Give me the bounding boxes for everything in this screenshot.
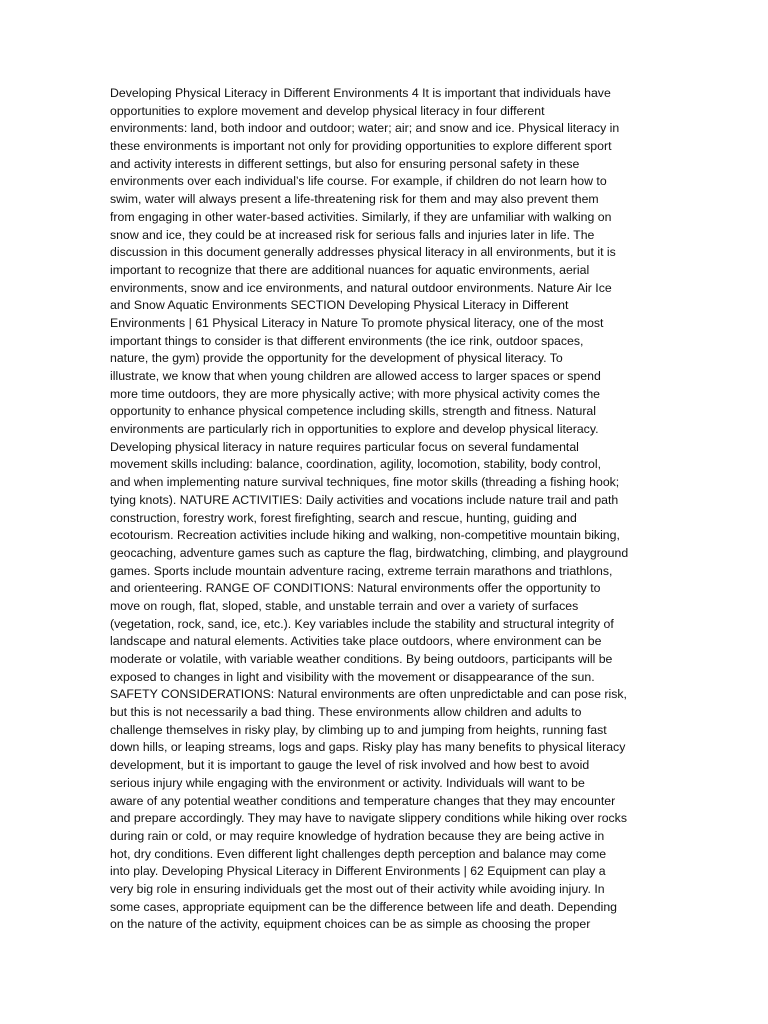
text-line: illustrate, we know that when young children are allowed access to larger spaces or spend: [110, 369, 601, 383]
text-line: important to recognize that there are additional nuances for aquatic environments, aerial: [110, 262, 590, 277]
text-line: down hills, or leaping streams, logs and gaps. Risky play has many benefits to physical literacy: [110, 740, 626, 755]
text-line: moderate or volatile, with variable weather conditions. By being outdoors, participants will be: [110, 652, 613, 666]
text-line: development, but it is important to gauge the level of risk involved and how best to avoid: [110, 758, 590, 773]
text-line: from engaging in other water-based activities. Similarly, if they are unfamiliar with walking on: [110, 209, 612, 224]
text-line: Developing physical literacy in nature requires particular focus on several fundamental: [110, 439, 579, 454]
text-line: exposed to changes in light and visibility with the movement or disappearance of the sun.: [110, 669, 595, 684]
text-line: opportunities to explore movement and develop physical literacy in four different: [110, 103, 545, 118]
text-line: ecotourism. Recreation activities include hiking and walking, non-competitive mountain biking,: [110, 528, 620, 543]
text-line: nature, the gym) provide the opportunity for the development of physical literacy. To: [110, 351, 563, 366]
text-line: hot, dry conditions. Even different light challenges depth perception and balance may come: [110, 846, 607, 861]
text-line: Developing Physical Literacy in Different Environments 4 It is important that individuals have: [110, 86, 611, 100]
text-line: games. Sports include mountain adventure racing, extreme terrain marathons and triathlons,: [110, 563, 613, 578]
text-line: move on rough, flat, sloped, stable, and unstable terrain and over a variety of surfaces: [110, 598, 579, 613]
text-line: challenge themselves in risky play, by climbing up to and jumping from heights, running fast: [110, 722, 607, 737]
text-line: very big role in ensuring individuals get the most out of their activity while avoiding injury. In: [110, 881, 605, 896]
text-line: snow and ice, they could be at increased risk for serious falls and injuries later in life. The: [110, 227, 595, 242]
text-line: and when implementing nature survival techniques, fine motor skills (threading a fishing hook;: [110, 475, 620, 490]
text-line: swim, water will always present a life-threatening risk for them and may also prevent them: [110, 192, 599, 207]
text-line: these environments is important not only for providing opportunities to explore different sport: [110, 139, 612, 154]
text-line: important things to consider is that different environments (the ice rink, outdoor spaces,: [110, 333, 584, 348]
text-line: on the nature of the activity, equipment choices can be as simple as choosing the proper: [110, 917, 591, 932]
text-line: serious injury while engaging with the environment or activity. Individuals will want to be: [110, 775, 585, 790]
text-line: some cases, appropriate equipment can be the difference between life and death. Depending: [110, 899, 618, 914]
text-line: landscape and natural elements. Activities take place outdoors, where environment can be: [110, 634, 602, 649]
text-line: into play. Developing Physical Literacy in Different Environments | 62 Equipment can play a: [110, 864, 606, 879]
text-line: and activity interests in different settings, but also for ensuring personal safety in these: [110, 156, 580, 171]
text-line: environments: land, both indoor and outdoor; water; air; and snow and ice. Physical literacy in: [110, 121, 620, 136]
text-line: but this is not necessarily a bad thing. These environments allow children and adults to: [110, 705, 582, 720]
text-line: discussion in this document generally addresses physical literacy in all environments, but it is: [110, 245, 616, 260]
text-line: SAFETY CONSIDERATIONS: Natural environments are often unpredictable and can pose risk,: [110, 687, 627, 702]
text-line: environments, snow and ice environments, and natural outdoor environments. Nature Air Ice: [110, 280, 612, 295]
text-line: movement skills including: balance, coordination, agility, locomotion, stability, body control,: [110, 457, 601, 472]
text-line: environments are particularly rich in opportunities to explore and develop physical literacy.: [110, 422, 599, 437]
text-line: during rain or cold, or may require knowledge of hydration because they are being active in: [110, 828, 605, 843]
text-line: environments over each individual’s life course. For example, if children do not learn how to: [110, 174, 607, 189]
text-line: and Snow Aquatic Environments SECTION Developing Physical Literacy in Different: [110, 298, 569, 313]
text-line: and prepare accordingly. They may have to navigate slippery conditions while hiking over rocks: [110, 811, 627, 826]
body-text: [110, 85, 658, 934]
text-line: more time outdoors, they are more physically active; with more physical activity comes the: [110, 386, 601, 401]
text-line: construction, forestry work, forest firefighting, search and rescue, hunting, guiding and: [110, 510, 577, 525]
text-line: opportunity to enhance physical competence including skills, strength and fitness. Natural: [110, 404, 597, 419]
text-line: aware of any potential weather conditions and temperature changes that they may encounter: [110, 793, 616, 808]
text-line: tying knots). NATURE ACTIVITIES: Daily activities and vocations include nature trail and path: [110, 492, 619, 507]
text-line: geocaching, adventure games such as capture the flag, birdwatching, climbing, and playground: [110, 545, 629, 560]
text-line: Environments | 61 Physical Literacy in Nature To promote physical literacy, one of the most: [110, 315, 604, 330]
text-line: (vegetation, rock, sand, ice, etc.). Key variables include the stability and structural integrity of: [110, 616, 614, 631]
text-line: and orienteering. RANGE OF CONDITIONS: Natural environments offer the opportunity to: [110, 581, 601, 596]
